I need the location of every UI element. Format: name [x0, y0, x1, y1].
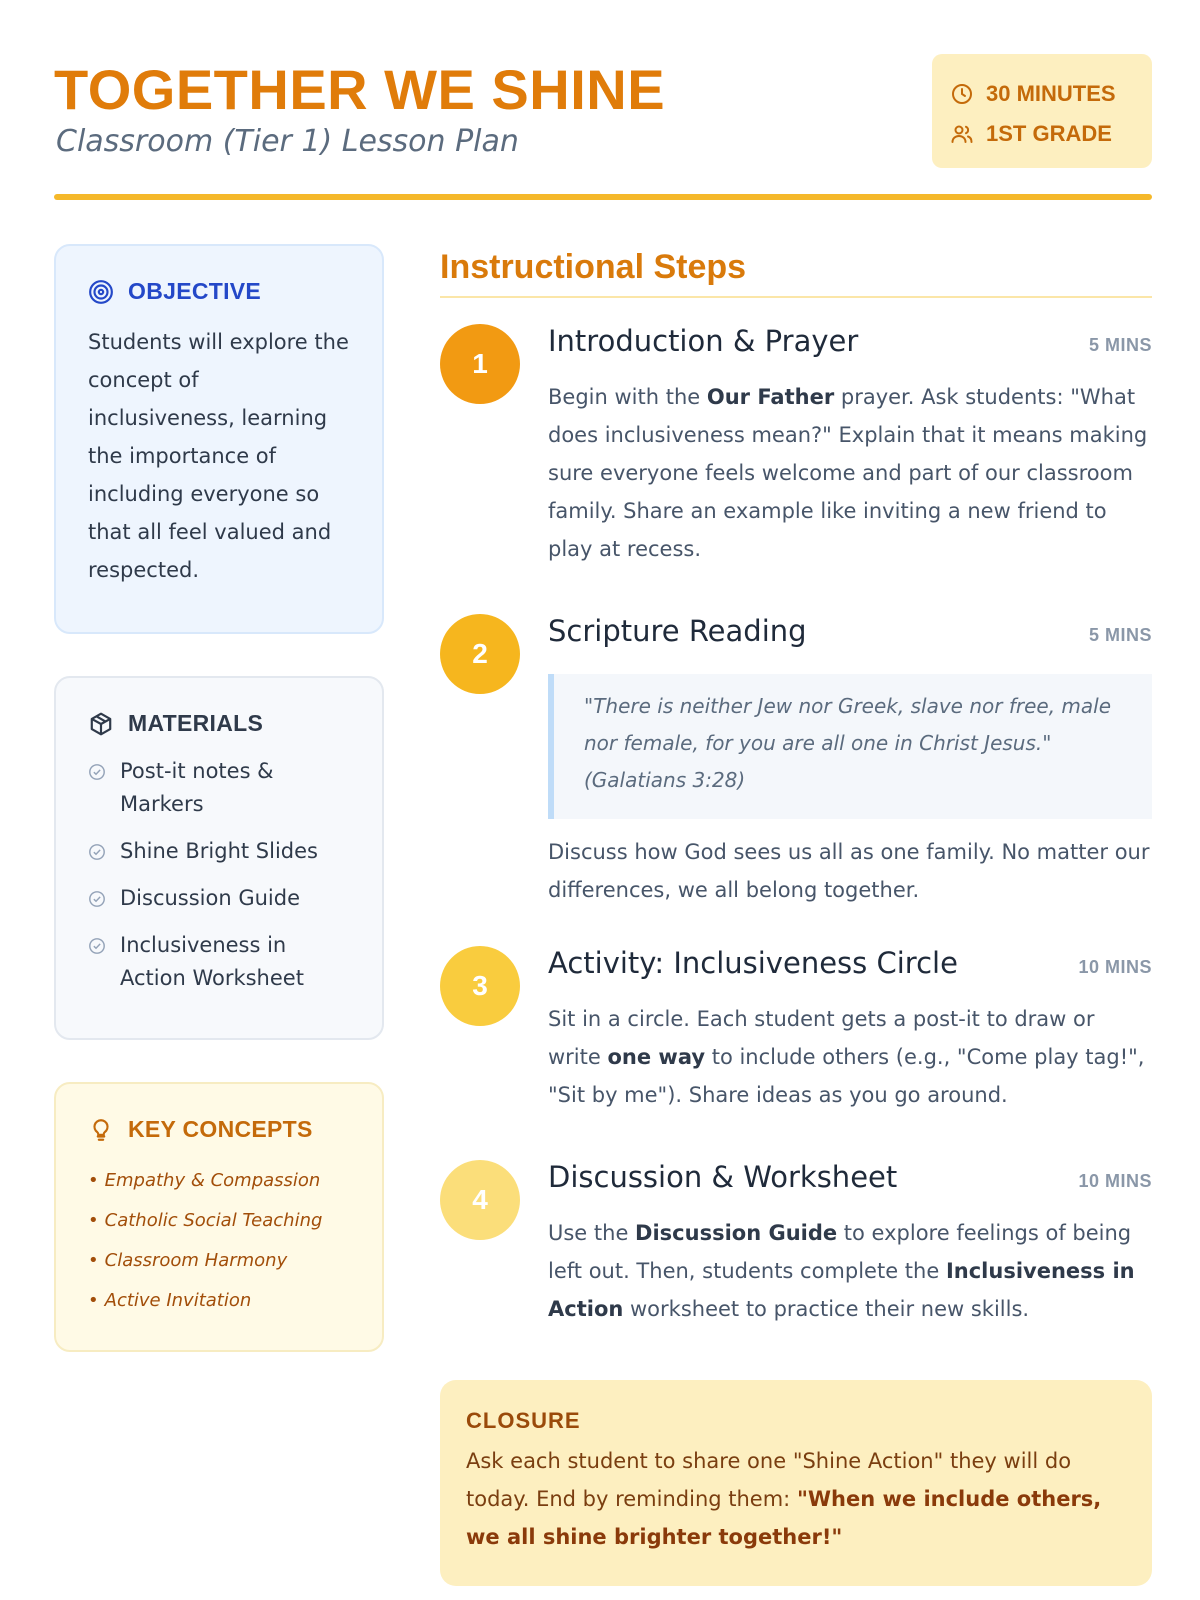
step-number-badge: 3 [440, 946, 520, 1026]
list-item [88, 835, 350, 868]
material-label: Post-it notes & Markers [120, 759, 274, 816]
page-subtitle: Classroom (Tier 1) Lesson Plan [56, 124, 519, 159]
step-duration: 5 MINS [1088, 625, 1152, 645]
duration-label: 30 MINUTES [986, 81, 1116, 106]
step-title: Scripture Reading [548, 614, 807, 648]
step-description: Sit in a circle. Each student gets a post-it to draw or write one way to include others (e.g., "Come play tag!", "Sit by me"). Share ideas as you go around. [548, 1007, 1145, 1107]
step-title: Activity: Inclusiveness Circle [548, 946, 958, 980]
check-circle-icon [88, 843, 106, 861]
step-body [548, 946, 1152, 1114]
material-label: Inclusiveness in Action Worksheet [120, 933, 304, 990]
objective-heading [88, 278, 350, 305]
step-duration: 10 MINS [1078, 1171, 1152, 1191]
grade-label: 1ST GRADE [986, 121, 1112, 146]
scripture-quote: "There is neither Jew nor Greek, slave nor free, male nor female, for you are all one in Christ Jesus." (Galatians 3:28) [548, 674, 1152, 819]
lightbulb-icon [88, 1117, 114, 1143]
step-description: Begin with the Our Father prayer. Ask students: "What does inclusiveness mean?" Explain that it means making sure everyone feels welcome and part of our classroom family. Share an example like inviting a new friend to play at recess. [548, 385, 1148, 561]
closure-text: Ask each student to share one "Shine Action" they will do today. End by reminding them: "When we include others, we all shine brighter together!" [466, 1449, 1102, 1549]
header-divider [54, 194, 1152, 200]
step-header [548, 614, 1152, 658]
material-label: Discussion Guide [120, 886, 301, 910]
step-number-badge: 4 [440, 1160, 520, 1240]
check-circle-icon [88, 937, 106, 955]
bold-text: Discussion Guide [635, 1221, 838, 1245]
step-duration: 5 MINS [1088, 335, 1152, 355]
key-concepts-list [88, 1161, 350, 1321]
duration-row [950, 74, 1134, 114]
key-concepts-heading [88, 1116, 350, 1143]
closure-heading: CLOSURE [466, 1408, 581, 1433]
step-title: Introduction & Prayer [548, 324, 859, 358]
step-number-badge: 1 [440, 324, 520, 404]
closure-card [440, 1380, 1152, 1586]
users-icon [950, 122, 974, 146]
cube-icon [88, 711, 114, 737]
step-header [548, 1160, 1152, 1204]
step-number-badge: 2 [440, 614, 520, 694]
key-concepts-card [54, 1082, 384, 1352]
step-title: Discussion & Worksheet [548, 1160, 898, 1194]
list-item [88, 929, 350, 995]
step-header [548, 324, 1152, 368]
step-body [548, 614, 1152, 909]
target-icon [88, 279, 114, 305]
list-item: • Classroom Harmony [88, 1241, 350, 1281]
list-item [88, 755, 350, 821]
objective-card [54, 244, 384, 634]
step-body [548, 324, 1152, 568]
step-duration: 10 MINS [1078, 957, 1152, 977]
materials-heading [88, 710, 350, 737]
steps-heading: Instructional Steps [440, 248, 747, 286]
bold-text: Our Father [706, 385, 835, 409]
check-circle-icon [88, 763, 106, 781]
step-description: Use the Discussion Guide to explore feelings of being left out. Then, students complete the Inclusiveness in Action worksheet to practice their new skills. [548, 1221, 1135, 1321]
materials-list [88, 755, 350, 995]
check-circle-icon [88, 890, 106, 908]
grade-row [950, 114, 1134, 154]
list-item: • Catholic Social Teaching [88, 1201, 350, 1241]
objective-heading-label: OBJECTIVE [128, 278, 262, 304]
steps-divider [440, 296, 1152, 298]
page-title: TOGETHER WE SHINE [54, 58, 666, 121]
bold-text: Inclusiveness in Action [548, 1259, 1135, 1321]
objective-text: Students will explore the concept of inclusiveness, learning the importance of including everyone so that all feel valued and respected. [88, 330, 349, 582]
materials-heading-label: MATERIALS [128, 710, 264, 736]
bold-text: "When we include others, we all shine brighter together!" [466, 1487, 1102, 1549]
page-header [54, 54, 1152, 202]
step-description: Discuss how God sees us all as one family. No matter our differences, we all belong together. [548, 840, 1150, 902]
list-item: • Empathy & Compassion [88, 1161, 350, 1201]
step-body [548, 1160, 1152, 1328]
clock-icon [950, 82, 974, 106]
key-concepts-heading-label: KEY CONCEPTS [128, 1116, 313, 1142]
step-header [548, 946, 1152, 990]
materials-card [54, 676, 384, 1040]
list-item: • Active Invitation [88, 1281, 350, 1321]
bold-text: one way [607, 1045, 706, 1069]
lesson-meta-box [932, 54, 1152, 168]
list-item [88, 882, 350, 915]
material-label: Shine Bright Slides [120, 839, 318, 863]
